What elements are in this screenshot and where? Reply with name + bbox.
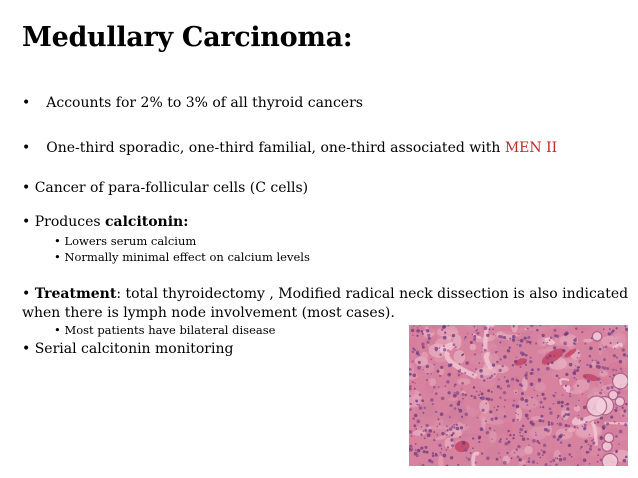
bullet-item xyxy=(22,139,557,157)
sub-bullet-item: • Most patients have bilateral disease xyxy=(54,323,276,337)
bullet-text: Accounts for 2% to 3% of all thyroid cancers xyxy=(46,95,363,111)
bullet-item xyxy=(22,213,188,231)
histology-image xyxy=(409,325,628,466)
bullet-text: • Produces xyxy=(22,214,105,230)
bullet-item xyxy=(22,94,363,112)
bullet-item: • Serial calcitonin monitoring xyxy=(22,341,234,357)
bullet-text: • xyxy=(22,286,35,302)
bullet-continuation: when there is lymph node involvement (most cases). xyxy=(22,305,395,321)
highlight-text: MEN II xyxy=(504,140,558,156)
sub-bullet-item: • Lowers serum calcium xyxy=(54,234,197,248)
bold-text: calcitonin: xyxy=(105,214,189,230)
bullet-item xyxy=(22,285,628,303)
bullet-marker: • xyxy=(22,95,31,111)
bullet-text: One-third sporadic, one-third familial, one-third associated with xyxy=(46,140,505,156)
histology-texture xyxy=(409,325,628,466)
bold-text: Treatment xyxy=(34,286,117,302)
slide-title: Medullary Carcinoma: xyxy=(22,22,353,53)
sub-bullet-item: • Normally minimal effect on calcium levels xyxy=(54,250,310,264)
bullet-marker: • xyxy=(22,140,31,156)
bullet-text: : total thyroidectomy , Modified radical neck dissection is also indicated xyxy=(116,286,629,302)
bullet-item: • Cancer of para-follicular cells (C cells) xyxy=(22,180,309,196)
